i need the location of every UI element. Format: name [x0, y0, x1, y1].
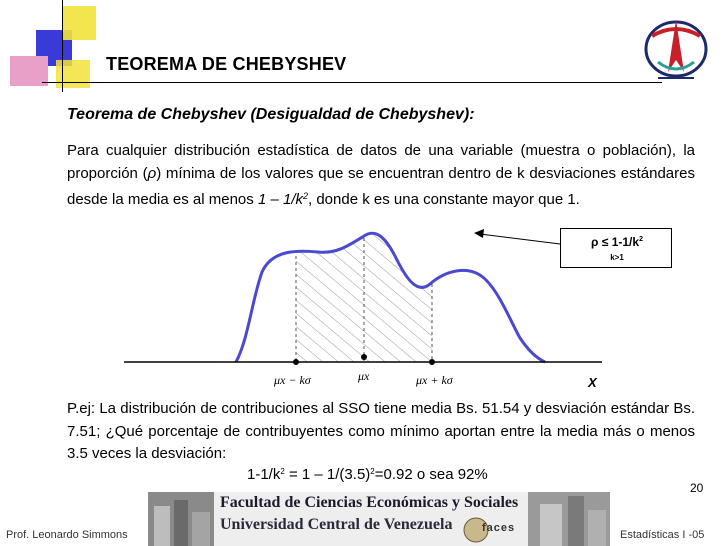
formula-main: $\rho \le 1-1/k^2$: [591, 235, 643, 249]
rho-symbol: ρ: [147, 164, 157, 182]
pointer-arrow: [480, 234, 560, 244]
example-equation: $1-1/k^2 = 1 - 1/(3.5)^2=0.92$ o sea 92%: [247, 466, 488, 483]
left-bound-point: [293, 359, 299, 365]
example-paragraph: P.ej: La distribución de contribuciones al SSO tiene media Bs. 51.54 y desviación estándar Bs. 7.51; ¿Qué porcentaje de contribuyentes como mínimo aportan entre la media más o menos 3.5 veces la desviación:: [67, 400, 695, 462]
banner-faces-logo: faces: [482, 522, 516, 534]
theorem-subtitle: Teorema de Chebyshev (Desigualdad de Chebyshev):: [67, 106, 475, 123]
mean-point: [361, 354, 367, 360]
right-bound-point: [429, 359, 435, 365]
marker-left-label: μx − kσ: [274, 373, 311, 387]
page-number: 20: [690, 481, 704, 495]
footer-author: Prof. Leonardo Simmons: [6, 529, 128, 541]
pointer-arrowhead: [474, 229, 484, 238]
marker-right-label: μx + kσ: [416, 373, 453, 387]
marker-center-label: μx: [358, 369, 370, 383]
x-axis-label: X: [588, 375, 597, 390]
page-title: TEOREMA DE CHEBYSHEV: [106, 54, 347, 74]
footer-course: Estadísticas I -05: [620, 529, 705, 541]
theorem-definition: Para cualquier distribución estadística de datos de una variable (muestra o población), la proporción (ρ) mínima de los valores que se encuentran dentro de k desviaciones estándares desde la media es al menos $1 - 1/k^2$, donde k es una constante mayor que 1.: [67, 142, 695, 208]
bound-expression: $1 - 1/k^2$: [257, 191, 308, 208]
university-banner: [148, 492, 610, 546]
banner-faculty: Facultad de Ciencias Económicas y Sociales: [220, 494, 519, 511]
banner-university: Universidad Central de Venezuela: [220, 516, 453, 533]
chebyshev-formula-box: [560, 228, 672, 268]
formula-condition: k>1: [610, 253, 624, 262]
